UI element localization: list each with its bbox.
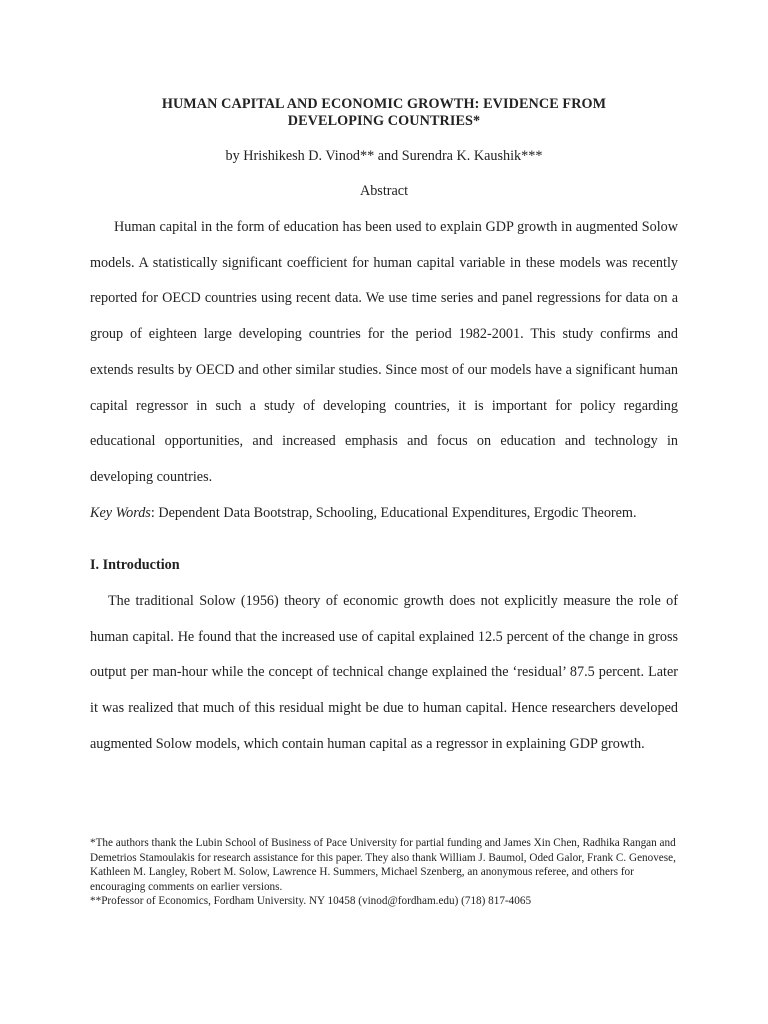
paper-title bbox=[90, 96, 678, 130]
keywords-line bbox=[90, 505, 690, 522]
abstract-heading: Abstract bbox=[359, 183, 409, 199]
author-line: by Hrishikesh D. Vinod** and Surendra K. Kaushik*** bbox=[225, 148, 543, 164]
footnote-acknowledgements: *The authors thank the Lubin School of Business of Pace University for partial funding and James Xin Chen, Radhika Rangan and Demetrios Stamoulakis for research assistance for this paper. They also thank William J. Baumol, Oded Galor, Frank C. Genovese, Kathleen M. Langley, Robert M. Solow, Lawrence H. Summers, Michael Szenberg, an anonymous referee, and others for encouraging comments on earlier versions. bbox=[90, 837, 676, 893]
paper-title-line-2: DEVELOPING COUNTRIES* bbox=[287, 113, 481, 129]
footnotes bbox=[90, 836, 678, 909]
keywords-label: Key Words bbox=[90, 505, 151, 521]
paper-title-line-1: HUMAN CAPITAL AND ECONOMIC GROWTH: EVIDENCE FROM bbox=[161, 96, 607, 112]
keywords-separator: : bbox=[150, 505, 159, 521]
introduction-body: The traditional Solow (1956) theory of economic growth does not explicitly measure the role of human capital. He found that the increased use of capital explained 12.5 percent of the change in gross output per man-hour while the concept of technical change explained the ‘residual’ 87.5 percent. Later it was realized that much of this residual might be due to human capital. Hence researchers developed augmented Solow models, which contain human capital as a regressor in explaining GDP growth. bbox=[90, 593, 678, 752]
abstract-body: Human capital in the form of education has been used to explain GDP growth in augmented Solow models. A statistically significant coefficient for human capital variable in these models was recently reported for OECD countries using recent data. We use time series and panel regressions for data on a group of eighteen large developing countries for the period 1982-2001. This study confirms and extends results by OECD and other similar studies. Since most of our models have a significant human capital regressor in such a study of developing countries, it is important for policy regarding educational opportunities, and increased emphasis and focus on education and technology in developing countries. bbox=[90, 219, 678, 485]
introduction-heading: I. Introduction bbox=[90, 557, 180, 573]
footnote-author-affiliation: **Professor of Economics, Fordham University. NY 10458 (vinod@fordham.edu) (718) 817-4065 bbox=[90, 895, 532, 908]
keywords-text: Dependent Data Bootstrap, Schooling, Educational Expenditures, Ergodic Theorem. bbox=[158, 505, 637, 521]
